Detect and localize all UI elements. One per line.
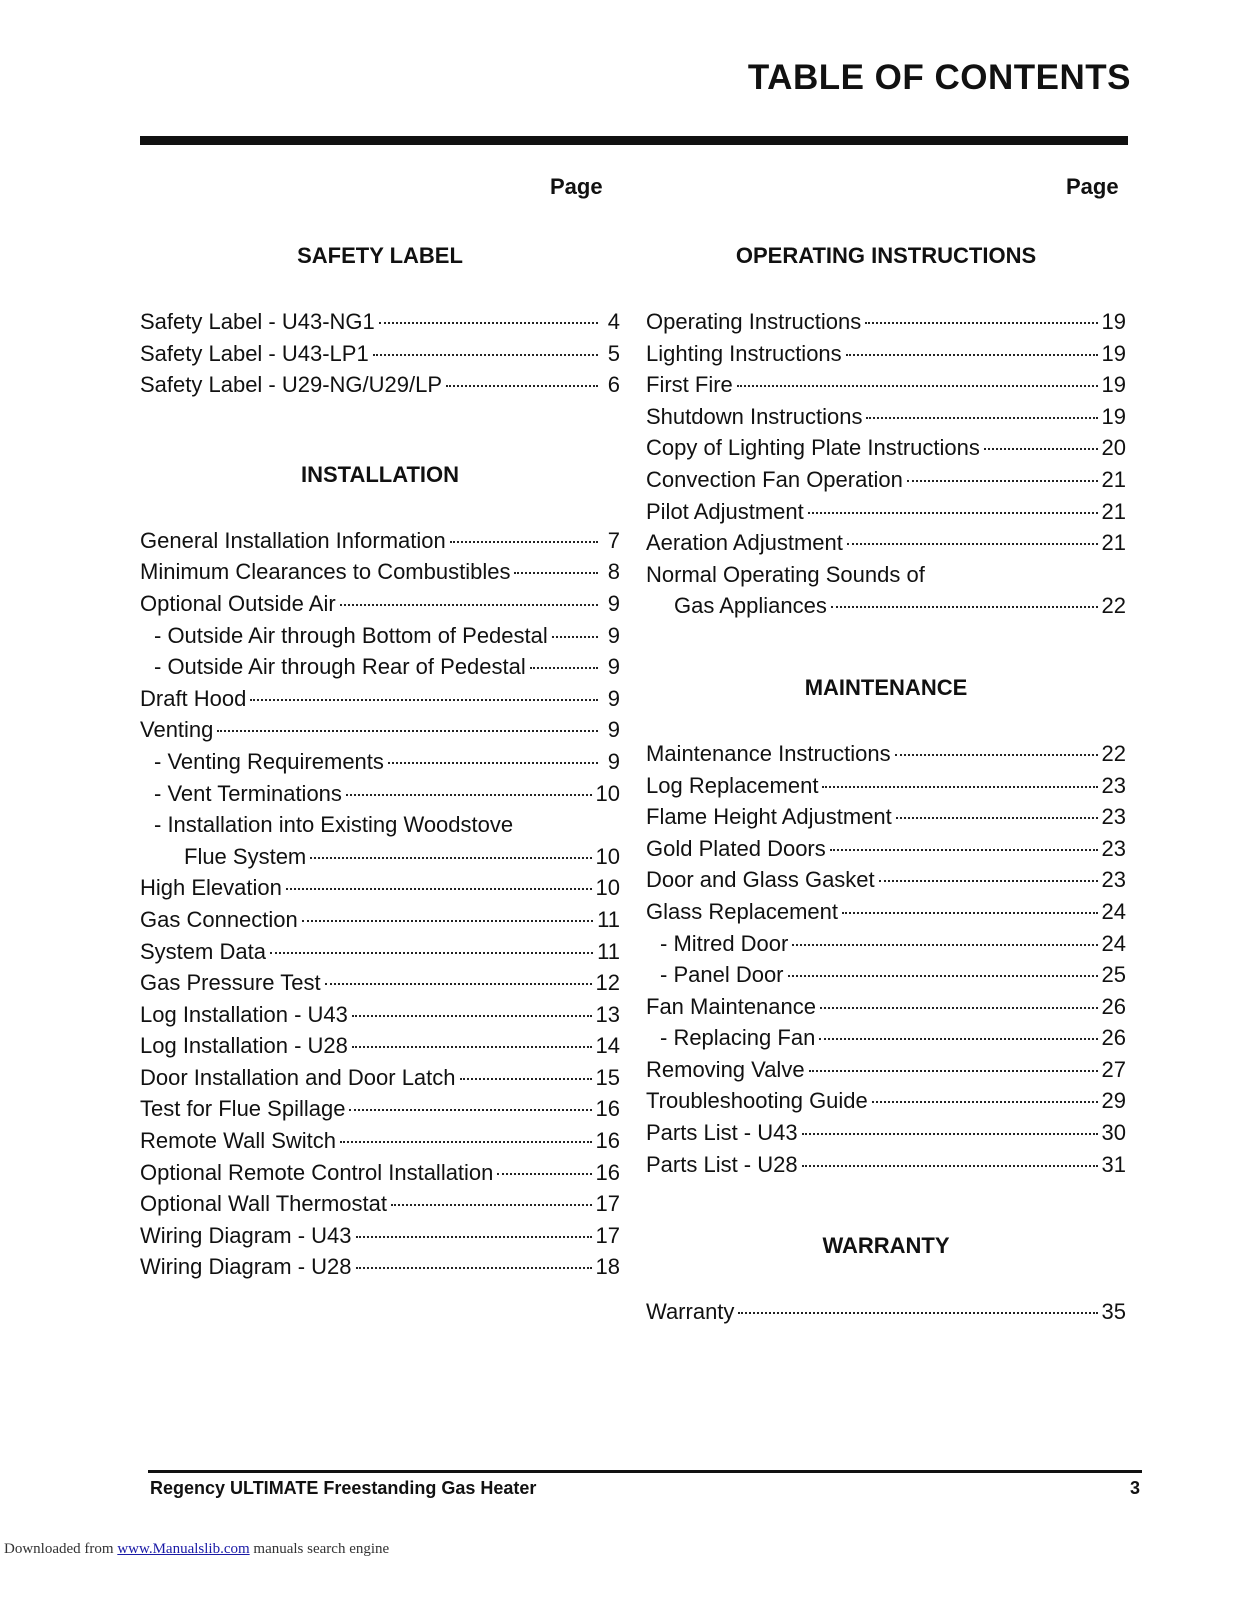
toc-entry-page: 23	[1101, 772, 1126, 798]
toc-entry-label: Glass Replacement	[646, 898, 838, 924]
dot-leader	[388, 761, 598, 764]
toc-entry[interactable]	[646, 1149, 1126, 1181]
toc-entry-label: Optional Remote Control Installation	[140, 1159, 494, 1185]
dot-leader	[831, 605, 1098, 608]
toc-entry[interactable]	[646, 527, 1126, 559]
dot-leader	[847, 542, 1098, 545]
toc-entry-page: 14	[595, 1033, 620, 1059]
toc-entry[interactable]	[140, 1125, 620, 1157]
dot-leader	[514, 571, 598, 574]
toc-entry-label: Gas Connection	[140, 906, 298, 932]
toc-entry-label: Test for Flue Spillage	[140, 1096, 346, 1122]
toc-entry[interactable]	[140, 651, 620, 683]
toc-entry-page: 9	[607, 748, 620, 774]
dot-leader	[737, 384, 1098, 387]
toc-entry-label: Flue System	[184, 843, 307, 869]
dot-leader	[340, 603, 598, 606]
dot-leader	[984, 447, 1098, 450]
toc-entry-page: 11	[597, 938, 620, 964]
toc-entry[interactable]	[140, 999, 620, 1031]
dot-leader	[872, 1100, 1098, 1103]
toc-entry-label: Door and Glass Gasket	[646, 867, 875, 893]
toc-entry[interactable]	[140, 1093, 620, 1125]
dot-leader	[391, 1203, 592, 1206]
toc-entry-label: Remote Wall Switch	[140, 1128, 337, 1154]
toc-entry-label: Venting	[140, 717, 214, 743]
dot-leader	[802, 1164, 1098, 1167]
toc-entry[interactable]	[646, 590, 1126, 622]
toc-entry[interactable]	[140, 872, 620, 904]
toc-entry-page: 9	[607, 717, 620, 743]
dot-leader	[450, 540, 598, 543]
toc-entry[interactable]	[646, 1085, 1126, 1117]
toc-entry-page: 16	[595, 1096, 620, 1122]
toc-entry-label: - Outside Air through Rear of Pedestal	[154, 654, 526, 680]
toc-entry[interactable]	[646, 338, 1126, 370]
toc-entry-page: 26	[1101, 1025, 1126, 1051]
toc-entry-page: 25	[1101, 962, 1126, 988]
toc-entry-label: Draft Hood	[140, 685, 247, 711]
toc-entry-page: 10	[595, 843, 620, 869]
dot-leader	[356, 1266, 592, 1269]
toc-entry-page: 9	[607, 654, 620, 680]
toc-entry-page: 24	[1101, 930, 1126, 956]
dot-leader	[517, 826, 598, 827]
toc-entry-label: Safety Label - U43-LP1	[140, 340, 369, 366]
toc-entry-label: Minimum Clearances to Combustibles	[140, 559, 511, 585]
dot-leader	[379, 321, 598, 324]
dot-leader	[738, 1311, 1097, 1314]
toc-entry[interactable]	[140, 936, 620, 968]
dot-leader	[302, 919, 593, 922]
toc-entry-label: Warranty	[646, 1299, 735, 1325]
dot-leader	[895, 753, 1098, 756]
toc-entry[interactable]	[140, 1062, 620, 1094]
top-divider	[140, 136, 1128, 145]
dot-leader	[552, 635, 598, 638]
toc-entry[interactable]	[646, 833, 1126, 865]
dot-leader	[830, 848, 1098, 851]
manualslib-link[interactable]: www.Manualslib.com	[117, 1541, 250, 1557]
dot-leader	[217, 729, 598, 732]
toc-entry[interactable]	[140, 1251, 620, 1283]
toc-entry-page: 8	[607, 559, 620, 585]
toc-entry-label: General Installation Information	[140, 527, 446, 553]
dot-leader	[340, 1140, 592, 1143]
toc-entry[interactable]	[140, 841, 620, 873]
toc-entry[interactable]	[646, 496, 1126, 528]
toc-entry[interactable]	[646, 1054, 1126, 1086]
dot-leader	[865, 321, 1097, 324]
toc-entry-page: 19	[1101, 309, 1126, 334]
toc-entry-page: 13	[595, 1001, 620, 1027]
dot-leader	[349, 1108, 591, 1111]
toc-entry-label: - Replacing Fan	[660, 1025, 816, 1051]
toc-entry[interactable]	[646, 1296, 1126, 1328]
toc-entry-label: First Fire	[646, 372, 733, 398]
toc-entry-page: 21	[1101, 530, 1126, 556]
toc-entry[interactable]	[646, 464, 1126, 496]
page-column-header-left: Page	[550, 174, 603, 199]
toc-entry-page: 19	[1101, 403, 1126, 429]
toc-entry-label: Operating Instructions	[646, 309, 862, 334]
toc-entry-label: Gold Plated Doors	[646, 835, 826, 861]
toc-entry-label: Maintenance Instructions	[646, 740, 891, 766]
toc-entry[interactable]	[646, 959, 1126, 991]
toc-entry-label: System Data	[140, 938, 266, 964]
toc-entry-page: 10	[595, 875, 620, 901]
toc-entry-page: 26	[1101, 993, 1126, 1019]
toc-entry-page: 4	[607, 309, 620, 334]
dot-leader	[802, 1132, 1098, 1135]
toc-entry-page: 5	[607, 340, 620, 366]
toc-entry-label: - Outside Air through Bottom of Pedestal	[154, 622, 548, 648]
toc-entry-label: - Installation into Existing Woodstove	[154, 812, 514, 838]
dot-leader	[896, 816, 1098, 819]
toc-entry-label: Removing Valve	[646, 1056, 805, 1082]
toc-entry-page: 35	[1101, 1299, 1126, 1325]
toc-entry-page: 16	[595, 1159, 620, 1185]
toc-entry[interactable]	[140, 1188, 620, 1220]
toc-entry-list	[140, 525, 620, 1283]
toc-entry[interactable]	[140, 1030, 620, 1062]
toc-entry-page: 29	[1101, 1088, 1126, 1114]
page-column-header-right: Page	[1066, 174, 1119, 199]
toc-entry-label: Fan Maintenance	[646, 993, 816, 1019]
toc-entry-page: 17	[595, 1191, 620, 1217]
toc-entry[interactable]	[140, 904, 620, 936]
dot-leader	[842, 911, 1098, 914]
download-note	[4, 1541, 389, 1558]
toc-entry-label: Pilot Adjustment	[646, 498, 804, 524]
toc-entry[interactable]	[140, 683, 620, 715]
toc-entry-page: 10	[595, 780, 620, 806]
toc-entry[interactable]	[140, 338, 620, 370]
toc-entry[interactable]	[646, 1117, 1126, 1149]
dot-leader	[530, 666, 598, 669]
toc-entry-label: Wiring Diagram - U43	[140, 1222, 352, 1248]
footer-page-number: 3	[1130, 1478, 1141, 1498]
toc-entry-label: Log Installation - U43	[140, 1001, 348, 1027]
toc-entry[interactable]	[646, 369, 1126, 401]
toc-entry-label: Optional Outside Air	[140, 590, 336, 616]
toc-entry[interactable]	[140, 778, 620, 810]
toc-entry[interactable]	[140, 746, 620, 778]
toc-entry-page: 15	[595, 1064, 620, 1090]
dot-leader	[460, 1077, 592, 1080]
toc-right-column	[646, 240, 1126, 1328]
dot-leader	[325, 982, 592, 985]
toc-entry[interactable]	[140, 1220, 620, 1252]
toc-entry-label: Parts List - U28	[646, 1151, 798, 1177]
toc-entry-list	[646, 738, 1126, 1180]
section-title: WARRANTY	[822, 1233, 950, 1259]
toc-entry-page: 16	[595, 1128, 620, 1154]
toc-entry-label: Optional Wall Thermostat	[140, 1191, 387, 1217]
dot-leader	[808, 511, 1098, 514]
toc-entry-label: Troubleshooting Guide	[646, 1088, 868, 1114]
toc-entry[interactable]	[140, 525, 620, 557]
section-title: MAINTENANCE	[804, 674, 968, 700]
toc-entry-list	[140, 306, 620, 401]
page-title: TABLE OF CONTENTS	[747, 58, 1131, 97]
dot-leader	[310, 856, 591, 859]
toc-entry-page: 23	[1101, 867, 1126, 893]
dot-leader	[356, 1235, 592, 1238]
toc-entry-page: 22	[1101, 740, 1126, 766]
toc-entry-page: 23	[1101, 804, 1126, 830]
toc-entry-label: Copy of Lighting Plate Instructions	[646, 435, 980, 461]
dot-leader	[446, 384, 598, 387]
toc-entry[interactable]	[140, 620, 620, 652]
toc-entry[interactable]	[646, 559, 1126, 591]
toc-entry[interactable]	[140, 967, 620, 999]
toc-entry-list	[646, 1296, 1126, 1328]
dot-leader	[286, 887, 592, 890]
section-title: INSTALLATION	[300, 461, 460, 487]
toc-entry-page: 19	[1101, 340, 1126, 366]
dot-leader	[820, 1006, 1098, 1009]
toc-entry[interactable]	[646, 306, 1126, 338]
toc-left-column	[140, 240, 620, 1283]
dot-leader	[352, 1045, 592, 1048]
toc-entry-page: 31	[1101, 1151, 1126, 1177]
toc-entry-label: Aeration Adjustment	[646, 530, 843, 556]
toc-entry-page: 9	[607, 622, 620, 648]
toc-entry[interactable]	[646, 432, 1126, 464]
toc-entry-label: Shutdown Instructions	[646, 403, 863, 429]
toc-entry-label: High Elevation	[140, 875, 282, 901]
dot-leader	[822, 785, 1097, 788]
dot-leader	[929, 576, 1104, 577]
toc-entry-label: - Venting Requirements	[154, 748, 384, 774]
toc-entry[interactable]	[140, 588, 620, 620]
toc-entry[interactable]	[646, 401, 1126, 433]
toc-entry-page: 17	[595, 1222, 620, 1248]
toc-entry-label: Parts List - U43	[646, 1120, 798, 1146]
dot-leader	[352, 1014, 592, 1017]
dot-leader	[866, 416, 1097, 419]
toc-entry-page: 19	[1101, 372, 1126, 398]
toc-entry-page: 23	[1101, 835, 1126, 861]
dot-leader	[879, 879, 1098, 882]
download-prefix: Downloaded from	[4, 1541, 118, 1557]
toc-entry-page: 27	[1101, 1056, 1126, 1082]
footer-product-name: Regency ULTIMATE Freestanding Gas Heater	[150, 1478, 537, 1498]
toc-entry-label: - Mitred Door	[660, 930, 789, 956]
toc-entry[interactable]	[646, 896, 1126, 928]
toc-entry-page: 12	[595, 970, 620, 996]
toc-entry[interactable]	[140, 714, 620, 746]
footer-divider	[148, 1470, 1142, 1473]
toc-entry-label: Flame Height Adjustment	[646, 804, 892, 830]
toc-entry[interactable]	[140, 306, 620, 338]
toc-entry-label: Log Replacement	[646, 772, 819, 798]
toc-entry-list	[646, 306, 1126, 622]
dot-leader	[792, 943, 1097, 946]
toc-entry-page: 21	[1101, 498, 1126, 524]
dot-leader	[270, 951, 593, 954]
toc-entry-page: 11	[597, 906, 620, 932]
dot-leader	[809, 1069, 1098, 1072]
toc-entry[interactable]	[140, 369, 620, 401]
dot-leader	[788, 974, 1098, 977]
toc-entry-page: 18	[595, 1254, 620, 1280]
section-title: SAFETY LABEL	[297, 243, 463, 268]
toc-entry-label: Safety Label - U29-NG/U29/LP	[140, 372, 443, 398]
toc-entry-label: Gas Appliances	[674, 593, 827, 619]
toc-entry[interactable]	[646, 801, 1126, 833]
toc-entry[interactable]	[646, 928, 1126, 960]
dot-leader	[819, 1037, 1097, 1040]
toc-entry-label: Normal Operating Sounds of	[646, 561, 925, 587]
toc-entry-page: 20	[1101, 435, 1126, 461]
toc-entry-label: Wiring Diagram - U28	[140, 1254, 352, 1280]
toc-entry-page: 9	[607, 590, 620, 616]
toc-entry[interactable]	[646, 864, 1126, 896]
toc-entry-label: Lighting Instructions	[646, 340, 842, 366]
toc-entry[interactable]	[646, 738, 1126, 770]
toc-entry-label: Safety Label - U43-NG1	[140, 309, 375, 334]
toc-entry-label: - Panel Door	[660, 962, 784, 988]
dot-leader	[907, 479, 1098, 482]
toc-entry[interactable]	[140, 809, 620, 841]
toc-entry-label: - Vent Terminations	[154, 780, 342, 806]
download-suffix: manuals search engine	[249, 1541, 390, 1557]
section-title: OPERATING INSTRUCTIONS	[735, 243, 1037, 268]
toc-entry[interactable]	[646, 770, 1126, 802]
toc-entry-label: Log Installation - U28	[140, 1033, 348, 1059]
dot-leader	[846, 353, 1098, 356]
toc-entry-page: 22	[1101, 593, 1126, 619]
toc-entry[interactable]	[140, 1157, 620, 1189]
dot-leader	[373, 353, 598, 356]
toc-entry-page: 30	[1101, 1120, 1126, 1146]
toc-entry-label: Door Installation and Door Latch	[140, 1064, 456, 1090]
toc-entry[interactable]	[646, 1022, 1126, 1054]
toc-entry-label: Convection Fan Operation	[646, 466, 903, 492]
dot-leader	[250, 698, 598, 701]
toc-entry-page: 7	[607, 527, 620, 553]
dot-leader	[346, 793, 592, 796]
toc-entry[interactable]	[140, 556, 620, 588]
toc-entry-page: 24	[1101, 898, 1126, 924]
toc-entry-page: 9	[607, 685, 620, 711]
dot-leader	[497, 1172, 591, 1175]
toc-entry-page: 21	[1101, 466, 1126, 492]
toc-entry-page: 6	[607, 372, 620, 398]
toc-entry-label: Gas Pressure Test	[140, 970, 321, 996]
toc-entry[interactable]	[646, 991, 1126, 1023]
